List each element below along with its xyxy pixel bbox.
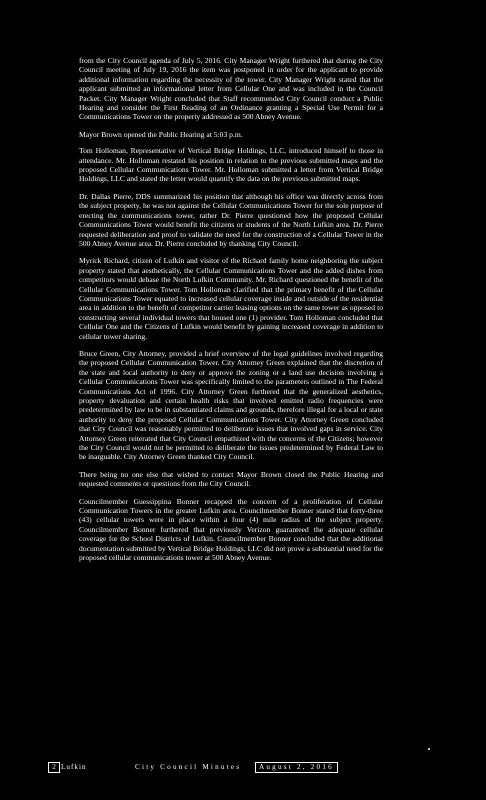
scan-speck xyxy=(428,748,430,750)
paragraph-agenda-history: from the City Council agenda of July 5, 2016. City Manager Wright furthered that during the City Council meeting of July 19, 2016 the item was postponed in order for the applicant to provide additional information regarding the necessity of the tower. City Manager Wright stated that the applicant submitted an informational letter from Cellular One and was included in the Council Packet. City Manager Wright concluded that Staff recommended City Council conduct a Public Hearing and consider the First Reading of an Ordinance granting a Special Use Permit for a Communications Tower on the property addressed as 500 Abney Avenue. xyxy=(79,56,383,122)
paragraph-attorney-green: Bruce Green, City Attorney, provided a brief overview of the legal guidelines involved regarding the proposed Cellular Communication Tower. City Attorney Green explained that the discretion of the state and local authority to deny or approve the zoning or a land use decision involving a Cellular Communications Tower was specifically limited to the parameters outlined in The Federal Communications Act of 1996. City Attorney Green furthered that the generalized aesthetics, property devaluation and certain health risks that involved emitted radio frequencies were predetermined by law to be in substantiated claims and grounds, therefore illegal for a local or state authority to deny the proposed Cellular Communications Tower. City Attorney Green concluded that City Council was reasonably permitted to deliberate issues that involved gaps in service. City Attorney Green reiterated that City Council empathized with the concerns of the Citizens; however the City Council would not be permitted to deliberate the issues predetermined by Federal Law to be inarguable. City Attorney Green thanked City Council. xyxy=(79,348,383,462)
paragraph-pierre: Dr. Dallas Pierre, DDS summarized his position that although his office was directly across from the subject property, he was not against the Cellular Communications Tower for the sole purpose of erecting the communications tower, rather Dr. Pierre questioned how the proposed Cellular Communications Tower would benefit the citizens or students of the North Lufkin area. Dr. Pierre requested deliberation and proof to validate the need for the construction of a Cellular Tower in the 500 Abney Avenue area. Dr. Pierre concluded by thanking City Council. xyxy=(79,191,383,248)
paragraph-bonner: Councilmember Guessippina Bonner recapped the concern of a proliferation of Cellular Communication Towers in the greater Lufkin area. Councilmember Bonner stated that forty-three (43) cellular towers were in place within a four (4) mile radius of the subject property. Councilmember Bonner furthered that previously Verizon guaranteed the adequate cellular coverage for the School Districts of Lufkin. Councilmember Bonner concluded that the additional documentation submitted by Vertical Bridge Holdings, LLC did not prove a substantial need for the proposed cellular communications tower at 500 Abney Avenue. xyxy=(79,496,383,563)
paragraph-richard: Myrick Richard, citizen of Lufkin and visitor of the Richard family home neighboring the subject property stated that aesthetically, the Cellular Communications Tower and the added dishes from competitors would debase the North Lufkin Community. Mr. Richard questioned the benefit of the Cellular Communications Tower. Tom Holloman clarified that the primary benefit of the Cellular Communications Tower equated to increased cellular coverage inside and outside of the residential area in addition to the benefit of competitor carrier leasing options on the same tower as opposed to constructing several individual towers that housed one (1) provider. Tom Holloman concluded that Cellular One and the Citizens of Lufkin would benefit by gaining increased coverage in addition to cellular tower sharing. xyxy=(79,256,383,341)
footer-org: Lufkin xyxy=(61,763,87,771)
page-footer xyxy=(48,762,348,772)
paragraph-hearing-opened: Mayor Brown opened the Public Hearing at 5:03 p.m. xyxy=(79,129,243,139)
minutes-body xyxy=(79,56,383,571)
document-page xyxy=(48,0,444,800)
page-number: 2 xyxy=(48,762,60,773)
footer-title: City Council Minutes xyxy=(135,763,242,771)
paragraph-holloman: Tom Holloman, Representative of Vertical Bridge Holdings, LLC, introduced himself to those in attendance. Mr. Holloman restated his position in relation to the previous submitted maps and the proposed Cellular Communications Tower. Mr. Holloman submitted a letter from Vertical Bridge Holdings, LLC and stated the letter would quantify the data on the previous submitted maps. xyxy=(79,146,383,184)
paragraph-hearing-closed: There being no one else that wished to contact Mayor Brown closed the Public Hearing and requested comments or questions from the City Council. xyxy=(79,469,383,489)
footer-date: August 2, 2016 xyxy=(255,762,338,773)
